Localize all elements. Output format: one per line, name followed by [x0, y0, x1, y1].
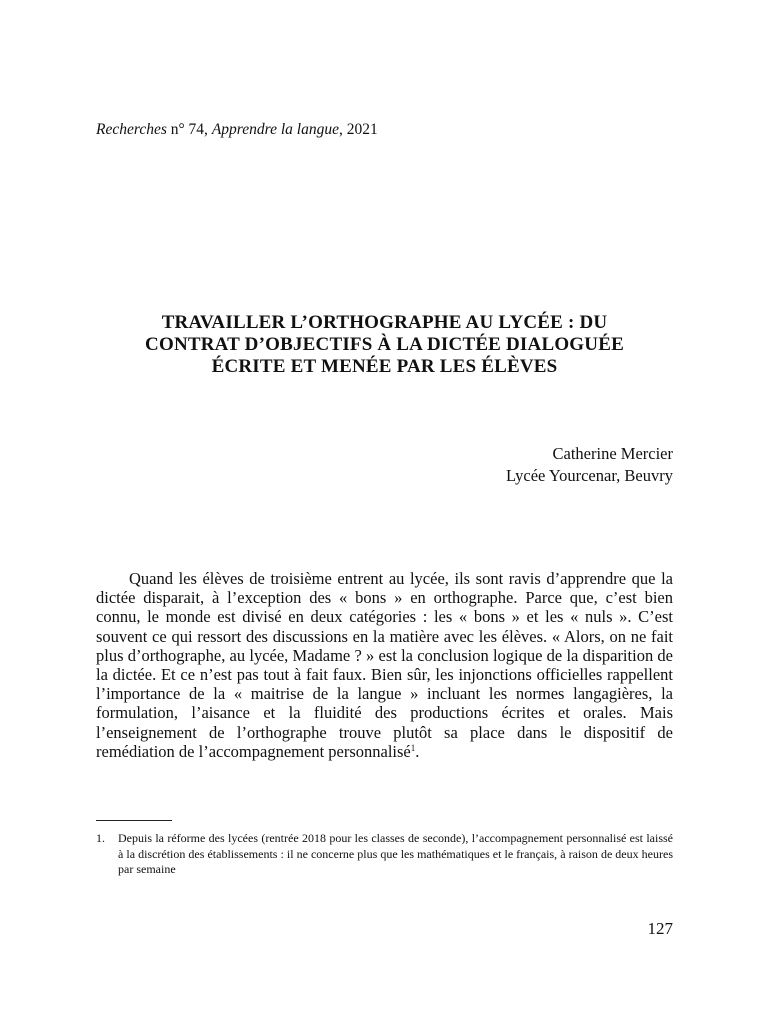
title-line: ÉCRITE ET MENÉE PAR LES ÉLÈVES	[211, 356, 558, 377]
issue-year: , 2021	[338, 121, 378, 138]
author-block	[506, 443, 673, 487]
footnote	[96, 831, 673, 878]
paragraph-end: .	[415, 741, 420, 761]
paragraph-text: Quand les élèves de troisième entrent au lycée, ils sont ravis d’apprendre que la dictée disparait, à l’exception des « bons » en orthographe. Parce que, c’est bien connu, le monde est divisé en deux catégories : les « bons » et les « nuls ». C’est souvent ce qui ressort des discussions en la matière avec les élèves. « Alors, on ne fait plus d’orthographe, au lycée, Madame ? » est la conclusion logique de la disparition de la dictée. Et ce n’est pas tout à fait faux. Bien sûr, les injonctions officielles rappellent l’importance de la « maitrise de la langue » incluant les normes langagières, la formulation, l’aisance et la fluidité des productions écrites et orales. Mais l’enseignement de l’orthographe trouve plutôt sa place dans le dispositif de remédiation de l’accompagnement personnalisé	[96, 569, 673, 761]
journal-name: Recherches	[96, 121, 167, 138]
title-line: TRAVAILLER L’ORTHOGRAPHE AU LYCÉE : DU	[161, 312, 608, 333]
footnote-separator	[96, 820, 172, 821]
title-line: CONTRAT D’OBJECTIFS À LA DICTÉE DIALOGUÉE	[145, 334, 624, 355]
footnote-reference[interactable]: 1	[410, 742, 416, 753]
body-paragraph	[96, 569, 673, 761]
page-number: 127	[647, 919, 673, 938]
issue-number: n° 74,	[166, 121, 212, 138]
article-title	[96, 312, 673, 378]
footnote-text: Depuis la réforme des lycées (rentrée 2018 pour les classes de seconde), l’accompagnement personnalisé est laissé à la discrétion des établissements : il ne concerne plus que les mathématiques et le français, à raison de deux heures par semaine	[118, 831, 673, 876]
author-name: Catherine Mercier	[552, 444, 673, 463]
issue-theme: Apprendre la langue	[211, 121, 339, 138]
footnote-number: 1.	[96, 831, 105, 845]
author-affiliation: Lycée Yourcenar, Beuvry	[505, 466, 673, 485]
running-header	[96, 120, 378, 140]
